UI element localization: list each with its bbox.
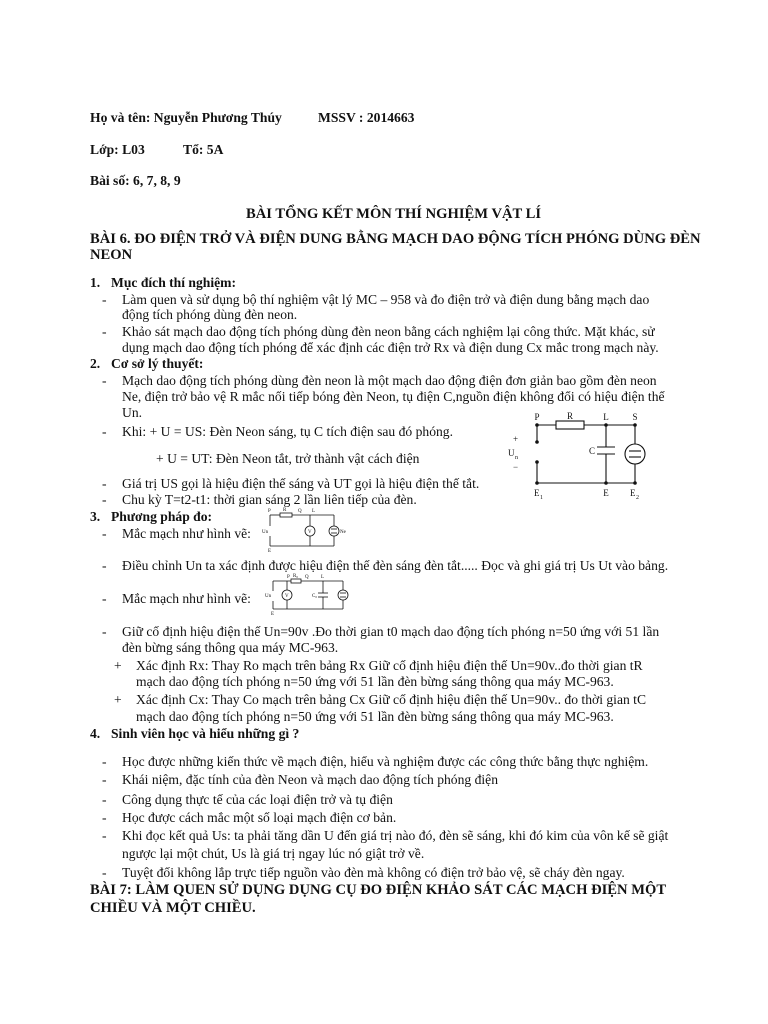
label-p: P [534, 412, 540, 422]
list-item: Làm quen và sử dụng bộ thí nghiệm vật lý MC – 958 và đo điện trở và điện dung bằng mạch dao [122, 292, 650, 307]
list-item: Khi đọc kết quả Us: ta phải tăng dần U đến giá trị nào đó, đèn sẽ sáng, khi đó kim của vôn kế sẽ giật [122, 828, 669, 843]
measurement-circuit-1 [262, 506, 346, 554]
student-id: MSSV : 2014663 [318, 110, 415, 125]
list-item: Mạch dao động tích phóng dùng đèn neon là một mạch dao động điện đơn giản bao gồm đèn neon [122, 373, 657, 388]
label-ro: R₀ [293, 574, 299, 579]
lesson6-title: BÀI 6. ĐO ĐIỆN TRỞ VÀ ĐIỆN DUNG BẰNG MẠCH DAO ĐỘNG TÍCH PHÓNG DÙNG ĐÈN [90, 231, 701, 247]
resistor-small [280, 513, 292, 517]
list-item: Mắc mạch như hình vẽ: [122, 591, 251, 606]
label-l: L [312, 509, 316, 514]
bullet-dash: - [102, 810, 107, 825]
label-e2-sub: 2 [636, 495, 639, 501]
bullet-dash: - [102, 624, 107, 639]
section-heading-purpose: Mục đích thí nghiệm: [111, 275, 236, 290]
terminal-dot [535, 440, 539, 444]
bullet-dash: - [102, 591, 107, 606]
list-item: Điều chỉnh Un ta xác định được hiệu điện thế đèn sáng đèn tắt..... Đọc và ghi giá trị Us Ut vào bảng. [122, 558, 669, 573]
bullet-dash: - [102, 526, 107, 541]
label-q: Q [305, 575, 309, 580]
page-title: BÀI TỔNG KẾT MÔN THÍ NGHIỆM VẬT LÍ [246, 206, 542, 222]
label-e2: E [630, 488, 636, 498]
list-item-cont: đèn bừng sáng thông qua máy MC-963. [122, 640, 339, 655]
list-item: Học được cách mắc một số loại mạch điện cơ bản. [122, 810, 397, 825]
label-s: S [632, 412, 638, 422]
terminal-dot [535, 481, 539, 485]
list-item: Khi: + U = US: Đèn Neon sáng, tụ C tích điện sau đó phóng. [122, 424, 453, 439]
list-item: Giữ cố định hiệu điện thế Un=90v .Đo thời gian t0 mạch dao động tích phóng n=50 ứng với 51 lần [122, 624, 660, 639]
label-e1-sub: 1 [540, 495, 543, 501]
label-l: L [321, 575, 325, 580]
lessons-label: Bài số: 6, 7, 8, 9 [90, 173, 181, 188]
bullet-dash: - [102, 792, 107, 807]
list-item-sub: Xác định Cx: Thay Co mạch trên bảng Cx Giữ cố định hiệu điện thế Un=90v.. đo thời gian tC [136, 692, 647, 707]
label-v: V [308, 530, 312, 535]
lesson6-title-cont: NEON [90, 247, 133, 263]
label-r: R [283, 508, 287, 513]
lesson7-title: BÀI 7: LÀM QUEN SỬ DỤNG DỤNG CỤ ĐO ĐIỆN KHẢO SÁT CÁC MẠCH ĐIỆN MỘT [90, 882, 667, 898]
bullet-dash: - [102, 292, 107, 307]
class-label: Lớp: L03 [90, 142, 145, 157]
label-v: V [285, 594, 289, 599]
resistor-small [291, 579, 301, 583]
student-name: Họ và tên: Nguyễn Phương Thúy [90, 110, 282, 125]
terminal-dot [633, 423, 637, 427]
terminal-dots [535, 423, 637, 485]
list-item: Giá trị US gọi là hiệu điện thế sáng và UT gọi là hiệu điện thế tắt. [122, 476, 480, 491]
list-item-cont: động tích phóng dùng đèn neon. [122, 307, 298, 322]
section-number: 4. [90, 726, 101, 741]
label-e: E [268, 549, 272, 554]
label-l: L [603, 412, 609, 422]
bullet-dash: - [102, 492, 107, 507]
label-e: E [603, 488, 609, 498]
label-ne: Ne [340, 530, 346, 535]
section-number: 3. [90, 509, 101, 524]
list-item-cont: mạch dao động tích phóng n=50 ứng với 51 lần đèn bừng sáng thông qua máy MC-963. [136, 709, 614, 724]
neon-circuit-diagram [505, 410, 650, 502]
resistor-r [556, 421, 584, 429]
list-item: Học được những kiến thức về mạch điện, hiểu và nghiệm được các công thức bằng thực nghiệm. [122, 754, 649, 769]
terminal-dot [535, 460, 539, 464]
bullet-dash: - [102, 772, 107, 787]
list-item: Mắc mạch như hình vẽ: [122, 526, 251, 541]
measurement-circuit-2 [265, 573, 350, 615]
bullet-plus: + [114, 658, 122, 673]
label-un: Un [262, 530, 269, 535]
list-item-sub: + U = UT: Đèn Neon tắt, trở thành vật cách điện [156, 451, 420, 466]
bullet-dash: - [102, 865, 107, 880]
section-number: 1. [90, 275, 101, 290]
label-minus: − [513, 462, 519, 472]
terminal-dot [535, 423, 539, 427]
list-item: Khảo sát mạch dao động tích phóng dùng đèn neon bằng cách nghiệm lại công thức. Mặt khác, sử [122, 324, 655, 339]
label-e: E [271, 612, 275, 617]
list-item-cont: mạch dao động tích phóng n=50 ứng với 51 lần đèn bừng sáng thông qua máy MC-963. [136, 674, 614, 689]
neon-lamp [625, 444, 645, 464]
list-item: Công dụng thực tế của các loại điện trở và tụ điện [122, 792, 393, 807]
bullet-dash: - [102, 558, 107, 573]
bullet-dash: - [102, 324, 107, 339]
label-e1: E [534, 488, 540, 498]
bullet-dash: - [102, 476, 107, 491]
label-u: U [508, 448, 515, 458]
label-c: C₀ [312, 594, 318, 599]
bullet-dash: - [102, 373, 107, 388]
label-un: Un [265, 594, 272, 599]
label-c: C [589, 446, 596, 456]
bullet-dash: - [102, 424, 107, 439]
neon-lamp-small [338, 590, 348, 600]
terminal-dot [604, 481, 608, 485]
section-number: 2. [90, 356, 101, 371]
label-p: P [287, 575, 290, 580]
terminal-dot [604, 423, 608, 427]
list-item: Tuyệt đối không lắp trực tiếp nguồn vào đèn mà không có điện trở bảo vệ, sẽ cháy đèn ngay. [122, 865, 625, 880]
label-q: Q [298, 509, 302, 514]
lesson7-title-cont: CHIỀU VÀ MỘT CHIỀU. [90, 900, 256, 916]
list-item-cont: dụng mạch dao động tích phóng để xác định các điện trở Rx và điện dung Cx mắc trong mạch này. [122, 340, 659, 355]
label-plus: + [513, 434, 519, 444]
label-p: P [268, 509, 271, 514]
label-r: R [566, 411, 574, 421]
bullet-dash: - [102, 754, 107, 769]
list-item-cont: Un. [122, 405, 143, 420]
list-item: Chu kỳ T=t2-t1: thời gian sáng 2 lần liên tiếp của đèn. [122, 492, 417, 507]
group-label: Tổ: 5A [183, 142, 224, 157]
section-heading-learned: Sinh viên học và hiểu những gì ? [111, 726, 300, 741]
section-heading-method: Phương pháp đo: [111, 509, 213, 524]
label-u-sub: n [515, 455, 518, 461]
neon-lamp-small [329, 526, 339, 536]
section-heading-theory: Cơ sở lý thuyết: [111, 356, 204, 371]
list-item-cont: Ne, điện trở bảo vệ R mắc nối tiếp bóng đèn Neon, tụ điện C,nguồn điện không đổi có hiệu điện thế [122, 389, 665, 404]
list-item-sub: Xác định Rx: Thay Ro mạch trên bảng Rx Giữ cố định hiệu điện thế Un=90v..đo thời gian tR [136, 658, 643, 673]
bullet-plus: + [114, 692, 122, 707]
bullet-dash: - [102, 828, 107, 843]
list-item: Khái niệm, đặc tính của đèn Neon và mạch dao động tích phóng điện [122, 772, 498, 787]
terminal-dot [633, 481, 637, 485]
list-item-cont: ngược lại một chút, Us là giá trị ngay lúc nó giật trở về. [122, 846, 425, 861]
